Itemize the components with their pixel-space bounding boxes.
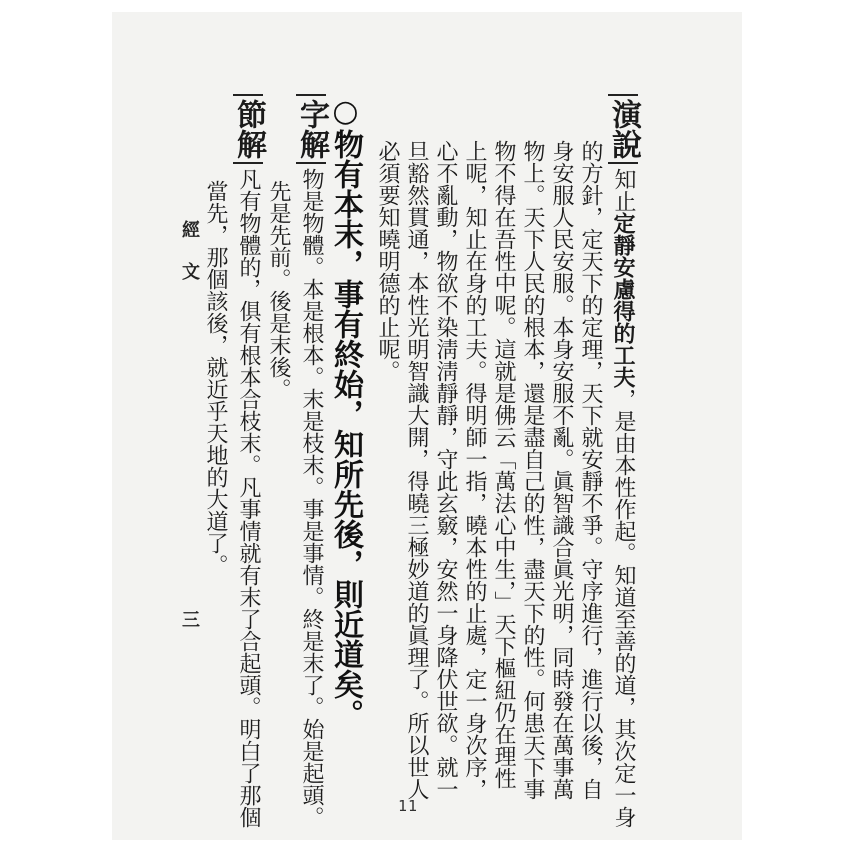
classic-text: ○物有本末，事有終始，知所先後，則近道矣。 [328,94,363,729]
key-phrase: 定靜安慮得的工夫 [610,212,636,388]
page-number: 11 [398,797,419,815]
commentary-column-5: 物不得在吾性中呢。這就是佛云「萬法心中生，」天下樞紐仍在理性 [491,140,516,789]
commentary-column-8: 旦豁然貫通，本性光明智識大開，得曉三極妙道的眞理了。所以世人 [404,140,429,800]
commentary-column-1: 演說知止定靜安慮得的工夫，是由本性作起。知道至善的道，其次定一身 [608,94,638,828]
commentary-column-2: 的方針，定天下的定理，天下就安靜不爭。守序進行，進行以後，自 [578,140,603,800]
commentary-column-6: 上呢，知止在身的工夫。得明師一指，曉本性的止處，定一身次序， [462,140,487,800]
commentary-column-3: 身安服人民安服。本身安服不亂。眞智識合眞光明，同時發在萬事萬 [549,140,574,800]
running-head: 經文 [179,220,200,304]
commentary-column-9: 必須要知曉明德的止呢。 [375,140,400,382]
explanation-column-2: 當先，那個該後，就近乎天地的大道了。 [203,180,228,576]
glossary-column-1: 字解物是物體。本是根本。末是枝末。事是事情。終是末了。始是起頭。 [296,94,326,828]
commentary-label: 演說 [608,94,638,164]
commentary-column-4: 物上。天下人民的根本，還是盡自己的性，盡天下的性。何患天下事 [520,140,545,800]
side-page-marker: 三 [179,610,200,628]
commentary-column-7: 心不亂動，物欲不染淸淸靜靜，守此玄竅，安然一身降伏世欲。就一 [433,140,458,800]
explanation-column-1: 節解凡有物體的，俱有根本合枝末。凡事情就有末了合起頭。明白了那個 [233,94,263,828]
glossary-column-2: 先是先前。後是末後。 [266,180,291,400]
explanation-label: 節解 [233,94,263,164]
glossary-label: 字解 [296,94,326,164]
